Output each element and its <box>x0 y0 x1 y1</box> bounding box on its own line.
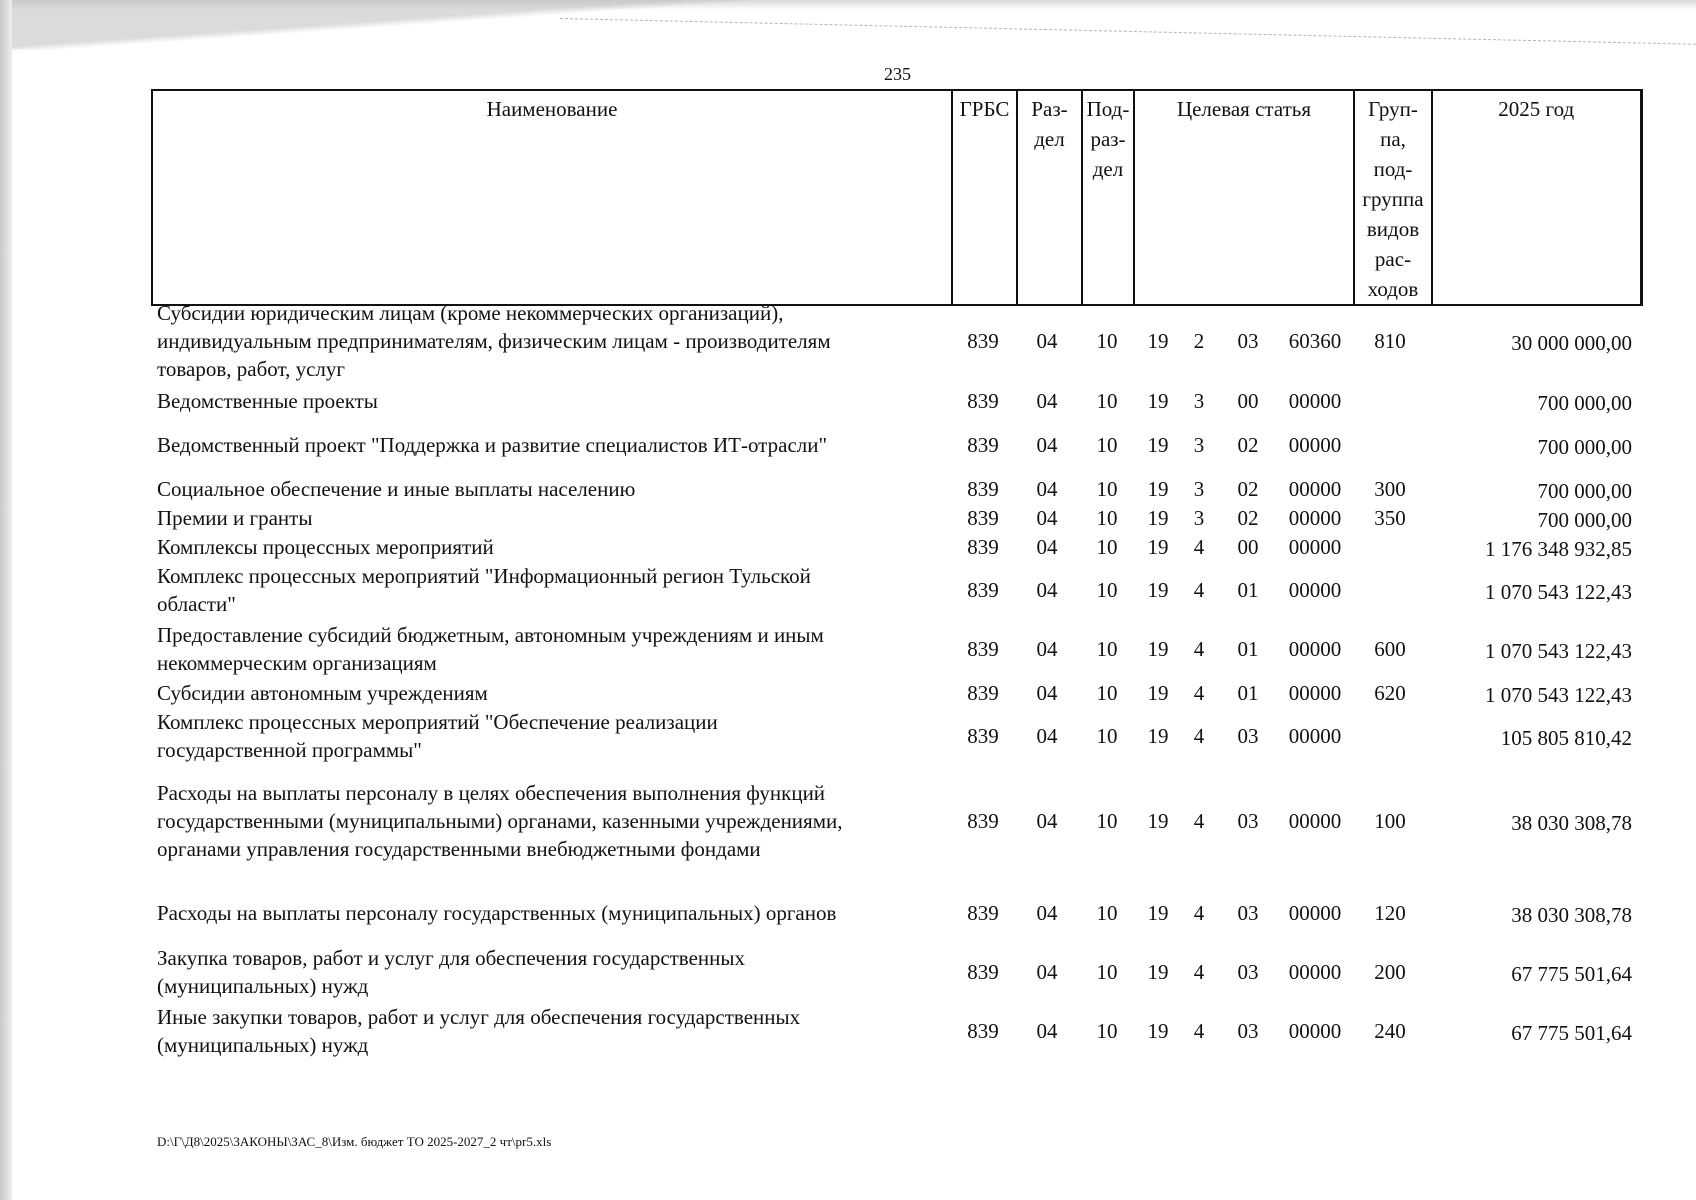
row-razdel: 04 <box>1036 506 1058 530</box>
table-row <box>0 387 1696 415</box>
row-grbs: 839 <box>967 724 999 748</box>
header-podrazdel: Под- раз- дел <box>1082 90 1134 305</box>
row-podrazdel: 10 <box>1096 535 1118 559</box>
row-amount: 700 000,00 <box>1537 508 1632 532</box>
row-name <box>157 1003 937 1059</box>
table-row <box>0 944 1696 1000</box>
row-t3: 00 <box>1237 389 1259 413</box>
row-group: 100 <box>1374 809 1406 833</box>
row-razdel: 04 <box>1036 809 1058 833</box>
row-t2: 2 <box>1193 329 1205 353</box>
row-name <box>157 299 937 383</box>
row-name-line: Комплекс процессных мероприятий "Информационный регион Тульской <box>157 564 811 588</box>
row-name-line: государственными (муниципальными) органами, казенными учреждениями, <box>157 809 843 833</box>
row-razdel: 04 <box>1036 477 1058 501</box>
row-podrazdel: 10 <box>1096 506 1118 530</box>
row-razdel: 04 <box>1036 724 1058 748</box>
row-grbs: 839 <box>967 433 999 457</box>
table-row <box>0 679 1696 707</box>
row-name-line: Иные закупки товаров, работ и услуг для обеспечения государственных <box>157 1005 801 1029</box>
row-t4: 00000 <box>1288 433 1342 457</box>
row-t1: 19 <box>1147 724 1169 748</box>
row-amount: 67 775 501,64 <box>1511 1021 1632 1045</box>
page-number: 235 <box>884 64 911 84</box>
row-podrazdel: 10 <box>1096 681 1118 705</box>
row-t4: 00000 <box>1288 960 1342 984</box>
row-t2: 4 <box>1193 724 1205 748</box>
row-group: 200 <box>1374 960 1406 984</box>
row-name <box>157 431 937 459</box>
row-t1: 19 <box>1147 506 1169 530</box>
row-name-line: Расходы на выплаты персоналу государственных (муниципальных) органов <box>157 901 837 925</box>
row-t1: 19 <box>1147 389 1169 413</box>
header-razdel: Раз- дел <box>1017 90 1082 305</box>
row-name-line: Социальное обеспечение и иные выплаты населению <box>157 477 636 501</box>
row-t4: 00000 <box>1288 578 1342 602</box>
header-group: Груп- па, под- группа видов рас- ходов <box>1354 90 1432 305</box>
row-t2: 4 <box>1193 578 1205 602</box>
footer-file-path: D:\Г\Д8\2025\ЗАКОНЫ\ЗАС_8\Изм. бюджет ТО 2025-2027_2 чт\pr5.xls <box>157 1134 552 1149</box>
row-name-line: государственной программы" <box>157 738 422 762</box>
header-grbs: ГРБС <box>952 90 1017 305</box>
row-name-line: Субсидии юридическим лицам (кроме некоммерческих организаций), <box>157 301 784 325</box>
row-t2: 4 <box>1193 681 1205 705</box>
row-grbs: 839 <box>967 901 999 925</box>
row-amount: 700 000,00 <box>1537 479 1632 503</box>
row-t4: 00000 <box>1288 637 1342 661</box>
table-row <box>0 299 1696 383</box>
row-name <box>157 899 937 927</box>
row-name-line: индивидуальным предпринимателям, физическим лицам - производителям <box>157 329 831 353</box>
row-amount: 1 070 543 122,43 <box>1485 683 1632 707</box>
row-group: 620 <box>1374 681 1406 705</box>
row-t3: 03 <box>1237 329 1259 353</box>
table-row <box>0 621 1696 677</box>
row-name <box>157 621 937 677</box>
row-grbs: 839 <box>967 477 999 501</box>
row-t3: 03 <box>1237 901 1259 925</box>
row-grbs: 839 <box>967 809 999 833</box>
row-amount: 700 000,00 <box>1537 435 1632 459</box>
row-t2: 4 <box>1193 809 1205 833</box>
row-podrazdel: 10 <box>1096 433 1118 457</box>
row-group: 350 <box>1374 506 1406 530</box>
row-name <box>157 475 937 503</box>
row-t4: 00000 <box>1288 681 1342 705</box>
row-razdel: 04 <box>1036 389 1058 413</box>
table-row <box>0 562 1696 618</box>
row-podrazdel: 10 <box>1096 578 1118 602</box>
row-name <box>157 779 937 863</box>
table-row <box>0 504 1696 532</box>
row-amount: 38 030 308,78 <box>1511 903 1632 927</box>
row-razdel: 04 <box>1036 637 1058 661</box>
row-t1: 19 <box>1147 535 1169 559</box>
row-name-line: товаров, работ, услуг <box>157 357 346 381</box>
row-grbs: 839 <box>967 506 999 530</box>
row-t1: 19 <box>1147 329 1169 353</box>
table-row <box>0 779 1696 863</box>
row-name <box>157 504 937 532</box>
row-t4: 00000 <box>1288 724 1342 748</box>
row-t3: 03 <box>1237 809 1259 833</box>
table-row <box>0 431 1696 459</box>
row-t2: 4 <box>1193 637 1205 661</box>
row-podrazdel: 10 <box>1096 329 1118 353</box>
row-grbs: 839 <box>967 389 999 413</box>
row-t3: 00 <box>1237 535 1259 559</box>
row-t1: 19 <box>1147 960 1169 984</box>
row-t1: 19 <box>1147 901 1169 925</box>
row-razdel: 04 <box>1036 960 1058 984</box>
row-name-line: области" <box>157 592 236 616</box>
row-grbs: 839 <box>967 681 999 705</box>
row-t4: 00000 <box>1288 506 1342 530</box>
row-name-line: Комплекс процессных мероприятий "Обеспечение реализации <box>157 710 718 734</box>
row-amount: 1 070 543 122,43 <box>1485 639 1632 663</box>
row-t2: 3 <box>1193 389 1205 413</box>
row-razdel: 04 <box>1036 433 1058 457</box>
row-group: 600 <box>1374 637 1406 661</box>
row-t4: 00000 <box>1288 389 1342 413</box>
row-name <box>157 387 937 415</box>
row-razdel: 04 <box>1036 1019 1058 1043</box>
row-name-line: Закупка товаров, работ и услуг для обеспечения государственных <box>157 946 746 970</box>
row-podrazdel: 10 <box>1096 960 1118 984</box>
row-amount: 1 070 543 122,43 <box>1485 580 1632 604</box>
row-t2: 4 <box>1193 535 1205 559</box>
row-t1: 19 <box>1147 578 1169 602</box>
table-row <box>0 1003 1696 1059</box>
row-grbs: 839 <box>967 535 999 559</box>
row-podrazdel: 10 <box>1096 724 1118 748</box>
row-t1: 19 <box>1147 477 1169 501</box>
row-name <box>157 533 937 561</box>
table-row <box>0 708 1696 764</box>
row-t3: 02 <box>1237 506 1259 530</box>
header-name: Наименование <box>152 90 952 305</box>
row-razdel: 04 <box>1036 535 1058 559</box>
row-t3: 02 <box>1237 477 1259 501</box>
row-t4: 00000 <box>1288 477 1342 501</box>
row-podrazdel: 10 <box>1096 389 1118 413</box>
row-name-line: некоммерческим организациям <box>157 651 437 675</box>
row-t3: 01 <box>1237 637 1259 661</box>
row-name-line: Предоставление субсидий бюджетным, автономным учреждениям и иным <box>157 623 824 647</box>
row-name-line: Расходы на выплаты персоналу в целях обеспечения выполнения функций <box>157 781 826 805</box>
row-t1: 19 <box>1147 637 1169 661</box>
row-name-line: Комплексы процессных мероприятий <box>157 535 494 559</box>
row-name-line: Ведомственный проект "Поддержка и развитие специалистов ИТ-отрасли" <box>157 433 828 457</box>
row-name <box>157 562 937 618</box>
row-group: 120 <box>1374 901 1406 925</box>
row-group: 240 <box>1374 1019 1406 1043</box>
row-t3: 02 <box>1237 433 1259 457</box>
row-amount: 700 000,00 <box>1537 391 1632 415</box>
row-group: 300 <box>1374 477 1406 501</box>
row-name-line: Ведомственные проекты <box>157 389 378 413</box>
row-t1: 19 <box>1147 809 1169 833</box>
row-grbs: 839 <box>967 578 999 602</box>
row-amount: 30 000 000,00 <box>1511 331 1632 355</box>
row-grbs: 839 <box>967 1019 999 1043</box>
row-t2: 4 <box>1193 1019 1205 1043</box>
row-t2: 3 <box>1193 477 1205 501</box>
row-t4: 00000 <box>1288 535 1342 559</box>
row-t1: 19 <box>1147 1019 1169 1043</box>
header-year: 2025 год <box>1432 90 1641 305</box>
row-t4: 00000 <box>1288 809 1342 833</box>
row-podrazdel: 10 <box>1096 809 1118 833</box>
row-podrazdel: 10 <box>1096 1019 1118 1043</box>
row-name-line: (муниципальных) нужд <box>157 974 369 998</box>
row-podrazdel: 10 <box>1096 477 1118 501</box>
row-razdel: 04 <box>1036 681 1058 705</box>
row-razdel: 04 <box>1036 578 1058 602</box>
row-t2: 4 <box>1193 960 1205 984</box>
row-amount: 67 775 501,64 <box>1511 962 1632 986</box>
row-grbs: 839 <box>967 637 999 661</box>
row-t2: 3 <box>1193 433 1205 457</box>
row-t3: 01 <box>1237 681 1259 705</box>
row-grbs: 839 <box>967 960 999 984</box>
table-row <box>0 899 1696 927</box>
table-header <box>151 89 1643 306</box>
row-razdel: 04 <box>1036 329 1058 353</box>
row-name-line: (муниципальных) нужд <box>157 1033 369 1057</box>
row-group: 810 <box>1374 329 1406 353</box>
row-amount: 38 030 308,78 <box>1511 811 1632 835</box>
row-grbs: 839 <box>967 329 999 353</box>
row-t1: 19 <box>1147 681 1169 705</box>
row-name <box>157 679 937 707</box>
row-t3: 03 <box>1237 1019 1259 1043</box>
table-row <box>0 475 1696 503</box>
row-name <box>157 944 937 1000</box>
row-name <box>157 708 937 764</box>
row-amount: 105 805 810,42 <box>1500 726 1632 750</box>
row-name-line: Премии и гранты <box>157 506 313 530</box>
row-t3: 03 <box>1237 960 1259 984</box>
row-name-line: Субсидии автономным учреждениям <box>157 681 488 705</box>
row-razdel: 04 <box>1036 901 1058 925</box>
row-t4: 00000 <box>1288 901 1342 925</box>
row-podrazdel: 10 <box>1096 637 1118 661</box>
row-name-line: органами управления государственными внебюджетными фондами <box>157 837 761 861</box>
header-target-article: Целевая статья <box>1134 90 1354 305</box>
row-t3: 01 <box>1237 578 1259 602</box>
row-podrazdel: 10 <box>1096 901 1118 925</box>
row-t2: 4 <box>1193 901 1205 925</box>
row-t4: 00000 <box>1288 1019 1342 1043</box>
row-amount: 1 176 348 932,85 <box>1485 537 1632 561</box>
row-t2: 3 <box>1193 506 1205 530</box>
row-t1: 19 <box>1147 433 1169 457</box>
row-t3: 03 <box>1237 724 1259 748</box>
row-t4: 60360 <box>1288 329 1342 353</box>
table-row <box>0 533 1696 561</box>
